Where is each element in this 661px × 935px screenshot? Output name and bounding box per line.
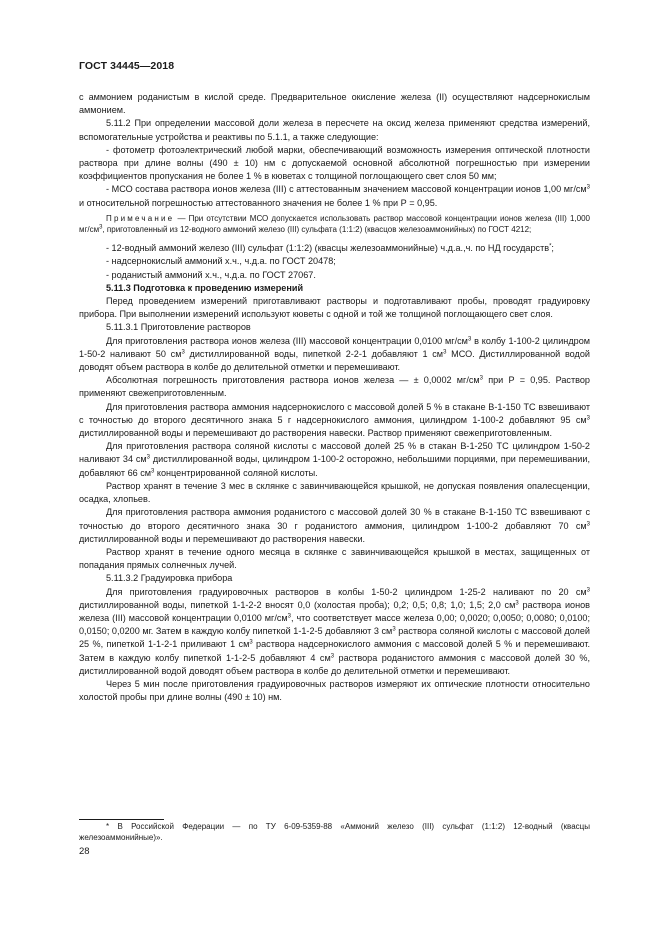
paragraph: Абсолютная погрешность приготовления раствора ионов железа — ± 0,0002 $мг/см^3$ при Р = 0,95. Раствор применяют свежеприготовленным. [79, 375, 590, 399]
paragraph: Для приготовления раствора аммония роданистого с массовой долей 30 % в стакане В-1-150 ТС взвешивают с точностью до второго десятичного знака 30 г роданистого аммония, цилиндром 1-100-2 добавляют 70 $см^3$ дистиллированной воды и перемешивают до растворения навески. [79, 507, 590, 544]
footnote: * В Российской Федерации — по ТУ 6-09-5359-88 «Аммоний железо (III) сульфат (1:1:2) 12-водный (квасцы железоаммонийные)». [79, 822, 590, 843]
paragraph: с аммонием роданистым в кислой среде. Предварительное окисление железа (II) осуществляют надсернокислым аммонием. [79, 92, 590, 116]
section-heading: 5.11.3 Подготовка к проведению измерений [106, 282, 304, 293]
paragraph: Раствор хранят в течение одного месяца в склянке с завинчивающейся крышкой в местах, защищенных от попадания прямых солнечных лучей. [79, 546, 590, 571]
paragraph: Перед проведением измерений приготавливают растворы и подготавливают пробы, проводят градуировку прибора. При выполнении измерений используют кюветы с одной и той же толщиной поглощающего свет слоя. [79, 296, 590, 320]
page-number: 28 [79, 846, 90, 857]
subsection-heading: 5.11.3.1 Приготовление растворов [106, 322, 251, 333]
document-body [79, 91, 590, 704]
list-item: - 12-водный аммоний железо (III) сульфат (1:1:2) (квасцы железоаммонийные) ч.д.а.,ч. по НД государств*; [106, 243, 554, 254]
list-item: - роданистый аммоний х.ч., ч.д.а. по ГОСТ 27067. [106, 269, 316, 280]
footnote-divider [79, 819, 164, 820]
list-item: - фотометр фотоэлектрический любой марки, обеспечивающий возможность измерения оптической плотности раствора при длине волны (490 ± 10) нм с допускаемой основной абсолютной погрешностью при измерении коэффициентов пропускания не более 1 % в кюветах с толщиной поглощающего свет слоя 50 мм; [79, 144, 590, 182]
paragraph: 5.11.2 При определении массовой доли железа в пересчете на оксид железа применяют средства измерений, вспомогательные устройства и реактивы по 5.1.1, а также следующие: [79, 118, 590, 142]
note-label: Примечание [106, 213, 175, 223]
footnote-marker: * [549, 243, 552, 250]
paragraph: Для приготовления раствора ионов железа (III) массовой концентрации 0,0100 $мг/см^3$ в колбу 1-100-2 цилиндром 1-50-2 наливают 50 $см^3$ дистиллированной воды, пипеткой 2-2-1 добавляют 1 $см^3$ МСО. Дистиллированной водой доводят объем раствора в колбе до делительной отметки и перемешивают. [79, 335, 591, 373]
note: Примечание — При отсутствии МСО допускается использовать раствор массовой концентрации ионов железа (III) 1,000 $мг/см^3$, приготовленный из 12-водного аммоний железо (III) сульфата (1:1:2) (квасцов железоаммонийных) по ГОСТ 4212; [79, 213, 590, 235]
paragraph: Для приготовления градуировочных растворов в колбы 1-50-2 цилиндром 1-25-2 наливают по 20 $см^3$ дистиллированной воды, пипеткой 1-1-2-2 вносят 0,0 (холостая проба); 0,2; 0,5; 0,8; 1,0; 1,5; 2,0 $см^3$ раствора ионов железа (III) массовой концентрации 0,0100 $мг/см^3$, что соответствует массе железа 0,00; 0,0020; 0,0050; 0,0080; 0,0100; 0,0150; 0,0200 мг. Затем в каждую колбу пипеткой 1-1-2-5 добавляют 3 $см^3$ раствора соляной кислоты с массовой долей 25 %, пипеткой 1-1-2-1 приливают 1 $см^3$ раствора надсернокислого аммония с массовой долей 5 % и перемешивают. Затем в каждую колбу пипеткой 1-1-2-5 добавляют 4 $см^3$ раствора роданистого аммония с массовой долей 30 %, дистиллированной водой доводят объем раствора в колбе до делительной отметки и перемешивают. [79, 586, 591, 676]
paragraph: Для приготовления раствора аммония надсернокислого с массовой долей 5 % в стакане В-1-150 ТС взвешивают с точностью до второго десятичного знака 5 г надсернокислого аммония, цилиндром 1-100-2 добавляют 95 $см^3$ дистиллированной воды и перемешивают до растворения навески. Раствор применяют свежеприготовленным. [79, 401, 590, 439]
list-item: - МСО состава раствора ионов железа (III) с аттестованным значением массовой концентрации ионов 1,00 $мг/см^3$ и относительной погрешностью аттестованного значения не более 1 % при Р = 0,95. [79, 184, 590, 208]
paragraph: Раствор хранят в течение 3 мес в склянке с завинчивающейся крышкой, не допуская появления опалесценции, осадка, хлопьев. [79, 480, 590, 505]
paragraph: Через 5 мин после приготовления градуировочных растворов измеряют их оптические плотности относительно холостой пробы при длине волны (490 ± 10) нм. [79, 678, 590, 703]
list-item: - надсернокислый аммоний х.ч., ч.д.а. по ГОСТ 20478; [106, 256, 336, 267]
subsection-heading: 5.11.3.2 Градуировка прибора [106, 573, 233, 584]
document-header: ГОСТ 34445—2018 [79, 60, 175, 72]
paragraph: Для приготовления раствора соляной кислоты с массовой долей 25 % в стакан В-1-250 ТС цилиндром 1-50-2 наливают 34 $см^3$ дистиллированной воды, цилиндром 1-100-2 осторожно, небольшими порциями, при перемешивании, добавляют 66 $см^3$ концентрированной соляной кислоты. [79, 441, 590, 478]
